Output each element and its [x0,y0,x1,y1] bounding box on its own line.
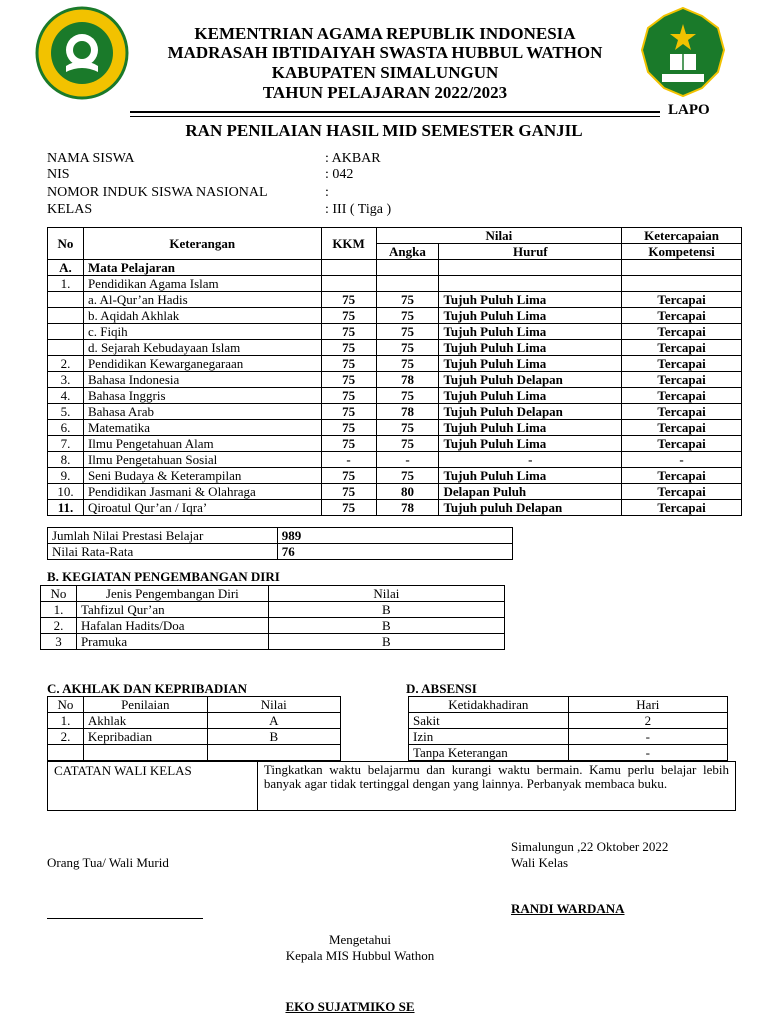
summary-table [47,527,513,560]
place-date: Simalungun ,22 Oktober 2022 [511,839,669,854]
table-row [48,500,742,516]
parent-signature-line [47,918,203,919]
dev-nilai: B [268,602,504,618]
section-b-title: B. KEGIATAN PENGEMBANGAN DIRI [47,569,280,584]
header-line-3: KABUPATEN SIMALUNGUN [271,63,499,82]
grade-angka: 75 [376,388,439,404]
grade-status: Tercapai [622,468,742,484]
grade-huruf: Tujuh Puluh Lima [439,388,622,404]
table-row [409,713,728,729]
school-logo [35,6,129,100]
grade-status: Tercapai [622,436,742,452]
table-row [48,745,341,761]
section-c-title: C. AKHLAK DAN KEPRIBADIAN [47,681,248,696]
grade-status: Tercapai [622,324,742,340]
grade-angka: - [376,452,439,468]
total-value: 989 [277,528,512,544]
grade-subject: c. Fiqih [83,324,321,340]
wali-kelas-label: Wali Kelas [511,855,569,870]
grade-huruf: Tujuh Puluh Lima [439,468,622,484]
grade-kkm [321,276,376,292]
att-hari: - [568,745,727,761]
grade-huruf: Tujuh puluh Delapan [439,500,622,516]
kepala-label: Kepala MIS Hubbul Wathon [285,948,435,963]
note-label: CATATAN WALI KELAS [48,762,258,811]
parent-label: Orang Tua/ Wali Murid [47,855,169,870]
table-row [41,618,505,634]
grade-status: Tercapai [622,372,742,388]
table-row [48,340,742,356]
grade-huruf: Delapan Puluh [439,484,622,500]
grade-kkm: 75 [321,468,376,484]
grade-no: 7. [48,436,84,452]
grade-no: 10. [48,484,84,500]
grade-kkm: 75 [321,484,376,500]
grade-subject: Pendidikan Kewarganegaraan [83,356,321,372]
dev-col-no: No [41,586,77,602]
col-ketercapaian: Ketercapaian [622,228,742,244]
col-nilai: Nilai [376,228,622,244]
table-row [48,276,742,292]
dev-no: 3 [41,634,77,650]
header-divider-thin [130,116,660,117]
grade-huruf: Tujuh Puluh Lima [439,292,622,308]
grade-kkm: 75 [321,436,376,452]
attendance-table [408,696,728,761]
grade-no [48,308,84,324]
header-divider [130,111,660,113]
grade-no: 11. [48,500,84,516]
kemenag-logo [640,6,726,98]
grade-status: Tercapai [622,388,742,404]
student-value: : AKBAR [325,151,381,166]
grade-huruf [439,276,622,292]
grade-kkm: 75 [321,420,376,436]
table-row [48,308,742,324]
col-angka: Angka [376,244,439,260]
grade-huruf: Tujuh Puluh Delapan [439,372,622,388]
col-no: No [48,228,84,260]
table-row [48,324,742,340]
header-line-1: KEMENTRIAN AGAMA REPUBLIK INDONESIA [194,24,576,43]
grade-huruf: Tujuh Puluh Lima [439,340,622,356]
grade-angka: 75 [376,468,439,484]
table-row [48,420,742,436]
average-value: 76 [277,544,512,560]
grade-subject: Qiroatul Qur’an / Iqra’ [83,500,321,516]
section-row [48,260,742,276]
table-row [48,388,742,404]
char-nilai: A [207,713,340,729]
grade-angka: 78 [376,404,439,420]
grade-angka: 75 [376,436,439,452]
grade-subject: a. Al-Qur’an Hadis [83,292,321,308]
average-label: Nilai Rata-Rata [48,544,278,560]
grade-status: Tercapai [622,484,742,500]
table-row [48,404,742,420]
grade-no [48,340,84,356]
att-col-hari: Hari [568,697,727,713]
att-hari: 2 [568,713,727,729]
grade-angka [376,276,439,292]
grade-huruf: Tujuh Puluh Delapan [439,404,622,420]
grade-subject: Matematika [83,420,321,436]
student-value: : III ( Tiga ) [325,202,392,217]
grade-kkm: 75 [321,324,376,340]
dev-nilai: B [268,634,504,650]
section-label: Mata Pelajaran [83,260,321,276]
char-no: 2. [48,729,84,745]
grade-no: 2. [48,356,84,372]
grade-huruf: Tujuh Puluh Lima [439,324,622,340]
grade-angka: 78 [376,500,439,516]
grade-subject: b. Aqidah Akhlak [83,308,321,324]
att-hari: - [568,729,727,745]
dev-col-nilai: Nilai [268,586,504,602]
grade-status: Tercapai [622,340,742,356]
grade-status: Tercapai [622,500,742,516]
student-value: : [325,185,329,200]
grade-subject: Pendidikan Agama Islam [83,276,321,292]
char-no: 1. [48,713,84,729]
att-ket: Izin [409,729,569,745]
grade-angka: 75 [376,324,439,340]
kepala-name: EKO SUJATMIKO SE [285,999,415,1014]
char-penilaian: Akhlak [83,713,207,729]
table-row [48,436,742,452]
dev-jenis: Hafalan Hadits/Doa [76,618,268,634]
grade-status: Tercapai [622,308,742,324]
header-line-4: TAHUN PELAJARAN 2022/2023 [262,83,508,102]
grade-huruf: Tujuh Puluh Lima [439,436,622,452]
char-col-no: No [48,697,84,713]
grade-no: 5. [48,404,84,420]
grade-huruf: Tujuh Puluh Lima [439,420,622,436]
table-row [409,729,728,745]
char-col-nilai: Nilai [207,697,340,713]
grade-subject: d. Sejarah Kebudayaan Islam [83,340,321,356]
grade-status: Tercapai [622,356,742,372]
grade-kkm: 75 [321,388,376,404]
grade-subject: Ilmu Pengetahuan Sosial [83,452,321,468]
wali-kelas-name: RANDI WARDANA [511,901,625,916]
header-line-2: MADRASAH IBTIDAIYAH SWASTA HUBBUL WATHON [167,43,603,62]
grade-kkm: 75 [321,372,376,388]
grades-table [47,227,742,516]
grade-status: Tercapai [622,420,742,436]
grade-huruf: - [439,452,622,468]
grade-kkm: 75 [321,308,376,324]
grade-no: 3. [48,372,84,388]
grade-angka: 75 [376,340,439,356]
table-row [48,468,742,484]
grade-angka: 75 [376,308,439,324]
table-row [48,452,742,468]
grade-subject: Ilmu Pengetahuan Alam [83,436,321,452]
mengetahui-label: Mengetahui [328,932,392,947]
grade-subject: Bahasa Indonesia [83,372,321,388]
report-title: RAN PENILAIAN HASIL MID SEMESTER GANJIL [185,121,583,140]
grade-angka: 75 [376,420,439,436]
dev-no: 2. [41,618,77,634]
teacher-note [47,761,736,811]
col-huruf: Huruf [439,244,622,260]
development-table [40,585,505,650]
table-row [48,484,742,500]
grade-no: 8. [48,452,84,468]
att-ket: Sakit [409,713,569,729]
table-row [48,372,742,388]
grade-no [48,324,84,340]
student-label: NAMA SISWA [47,151,135,166]
grade-status: Tercapai [622,292,742,308]
table-row [409,745,728,761]
student-label: NIS [47,167,70,182]
col-kkm: KKM [321,228,376,260]
student-value: : 042 [325,167,354,182]
char-penilaian: Kepribadian [83,729,207,745]
grade-angka: 78 [376,372,439,388]
grade-kkm: 75 [321,340,376,356]
grade-subject: Pendidikan Jasmani & Olahraga [83,484,321,500]
grade-angka: 75 [376,356,439,372]
grade-huruf: Tujuh Puluh Lima [439,356,622,372]
table-row [48,356,742,372]
att-col-ket: Ketidakhadiran [409,697,569,713]
grade-subject: Seni Budaya & Keterampilan [83,468,321,484]
table-row [41,634,505,650]
lapo-text: LAPO [668,102,710,118]
char-col-penilaian: Penilaian [83,697,207,713]
grade-no: 4. [48,388,84,404]
grade-status: - [622,452,742,468]
table-row [48,713,341,729]
character-table [47,696,341,761]
table-row [48,292,742,308]
char-nilai: B [207,729,340,745]
total-label: Jumlah Nilai Prestasi Belajar [48,528,278,544]
dev-jenis: Pramuka [76,634,268,650]
grade-kkm: 75 [321,292,376,308]
grade-subject: Bahasa Inggris [83,388,321,404]
dev-jenis: Tahfizul Qur’an [76,602,268,618]
grade-no: 1. [48,276,84,292]
grade-huruf: Tujuh Puluh Lima [439,308,622,324]
dev-nilai: B [268,618,504,634]
grade-no: 9. [48,468,84,484]
grade-kkm: 75 [321,356,376,372]
col-keterangan: Keterangan [83,228,321,260]
student-label: KELAS [47,202,93,217]
dev-no: 1. [41,602,77,618]
section-d-title: D. ABSENSI [406,681,477,696]
att-ket: Tanpa Keterangan [409,745,569,761]
col-kompetensi: Kompetensi [622,244,742,260]
grade-status [622,276,742,292]
grade-angka: 80 [376,484,439,500]
note-text: Tingkatkan waktu belajarmu dan kurangi waktu bermain. Kamu perlu belajar lebih banyak agar tidak tertinggal dengan yang lainnya. Perbanyak membaca buku. [257,762,735,811]
grade-kkm: 75 [321,500,376,516]
grade-angka: 75 [376,292,439,308]
grade-kkm: 75 [321,404,376,420]
grade-no: 6. [48,420,84,436]
section-no: A. [48,260,84,276]
table-row [41,602,505,618]
grade-no [48,292,84,308]
student-label: NOMOR INDUK SISWA NASIONAL [47,185,268,200]
dev-col-jenis: Jenis Pengembangan Diri [76,586,268,602]
table-row [48,729,341,745]
grade-kkm: - [321,452,376,468]
grade-subject: Bahasa Arab [83,404,321,420]
grade-status: Tercapai [622,404,742,420]
